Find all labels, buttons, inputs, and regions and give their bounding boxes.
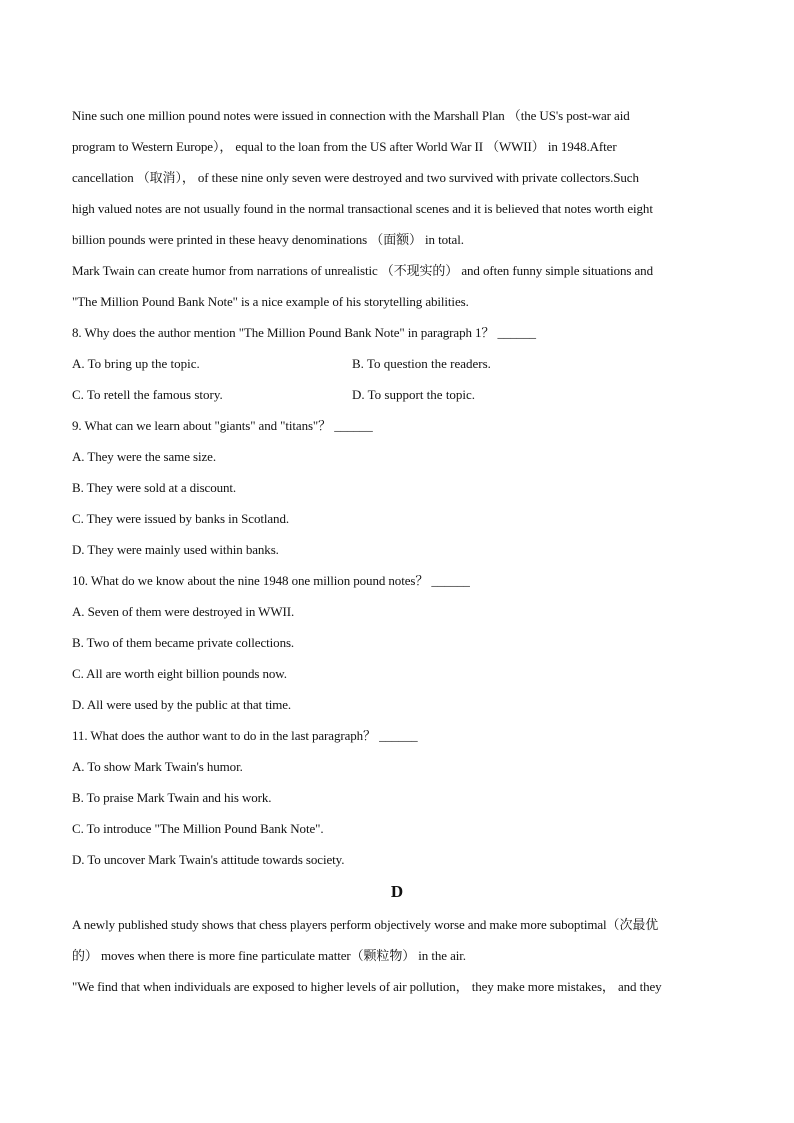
passage-line: A newly published study shows that chess players perform objectively worse and make more suboptimal（次最优 <box>72 917 659 932</box>
question-stem: 11. What does the author want to do in the last paragraph？ ______ <box>72 728 418 743</box>
passage-line: Nine such one million pound notes were issued in connection with the Marshall Plan （the US's post-war aid <box>72 108 630 123</box>
section-heading: D <box>390 882 404 901</box>
option-c: C. All are worth eight billion pounds now. <box>72 666 287 681</box>
option-d: D. All were used by the public at that time. <box>72 697 292 712</box>
option-a: A. To bring up the topic. <box>72 356 200 371</box>
option-d: D. They were mainly used within banks. <box>72 542 279 557</box>
passage-line: cancellation （取消）， of these nine only seven were destroyed and two survived with private collectors.Such <box>72 170 639 185</box>
passage-line: "The Million Pound Bank Note" is a nice example of his storytelling abilities. <box>72 294 469 309</box>
option-b: B. Two of them became private collections. <box>72 635 295 650</box>
question-11 <box>72 720 722 875</box>
passage-paragraph <box>72 100 722 255</box>
passage-line: "We find that when individuals are exposed to higher levels of air pollution， they make more mistakes， and they <box>72 979 662 994</box>
option-b: B. To question the readers. <box>352 356 491 371</box>
option-d: D. To uncover Mark Twain's attitude towards society. <box>72 852 345 867</box>
passage-paragraph <box>72 909 722 971</box>
passage-paragraph <box>72 255 722 317</box>
question-stem: 8. Why does the author mention "The Million Pound Bank Note" in paragraph 1？ ______ <box>72 325 536 340</box>
option-row <box>72 379 722 410</box>
option-c: C. To introduce "The Million Pound Bank Note". <box>72 821 324 836</box>
question-stem: 10. What do we know about the nine 1948 one million pound notes？ ______ <box>72 573 470 588</box>
option-a: A. Seven of them were destroyed in WWII. <box>72 604 295 619</box>
document-page <box>72 100 722 1002</box>
option-b: B. They were sold at a discount. <box>72 480 237 495</box>
passage-line: billion pounds were printed in these heavy denominations （面额） in total. <box>72 232 464 247</box>
option-c: C. To retell the famous story. <box>72 387 223 402</box>
question-8 <box>72 317 722 410</box>
passage-line: 的） moves when there is more fine particulate matter（颗粒物） in the air. <box>72 948 466 963</box>
option-a: A. To show Mark Twain's humor. <box>72 759 243 774</box>
question-stem: 9. What can we learn about "giants" and "titans"？ ______ <box>72 418 373 433</box>
question-9 <box>72 410 722 565</box>
question-10 <box>72 565 722 720</box>
option-b: B. To praise Mark Twain and his work. <box>72 790 272 805</box>
option-d: D. To support the topic. <box>352 387 476 402</box>
passage-line: high valued notes are not usually found in the normal transactional scenes and it is believed that notes worth eight <box>72 201 653 216</box>
passage-line: program to Western Europe）， equal to the loan from the US after World War II （WWII） in 1948.After <box>72 139 617 154</box>
option-c: C. They were issued by banks in Scotland. <box>72 511 289 526</box>
passage-line: Mark Twain can create humor from narrations of unrealistic （不现实的） and often funny simple situations and <box>72 263 653 278</box>
option-a: A. They were the same size. <box>72 449 216 464</box>
option-row <box>72 348 722 379</box>
passage-paragraph <box>72 971 722 1002</box>
